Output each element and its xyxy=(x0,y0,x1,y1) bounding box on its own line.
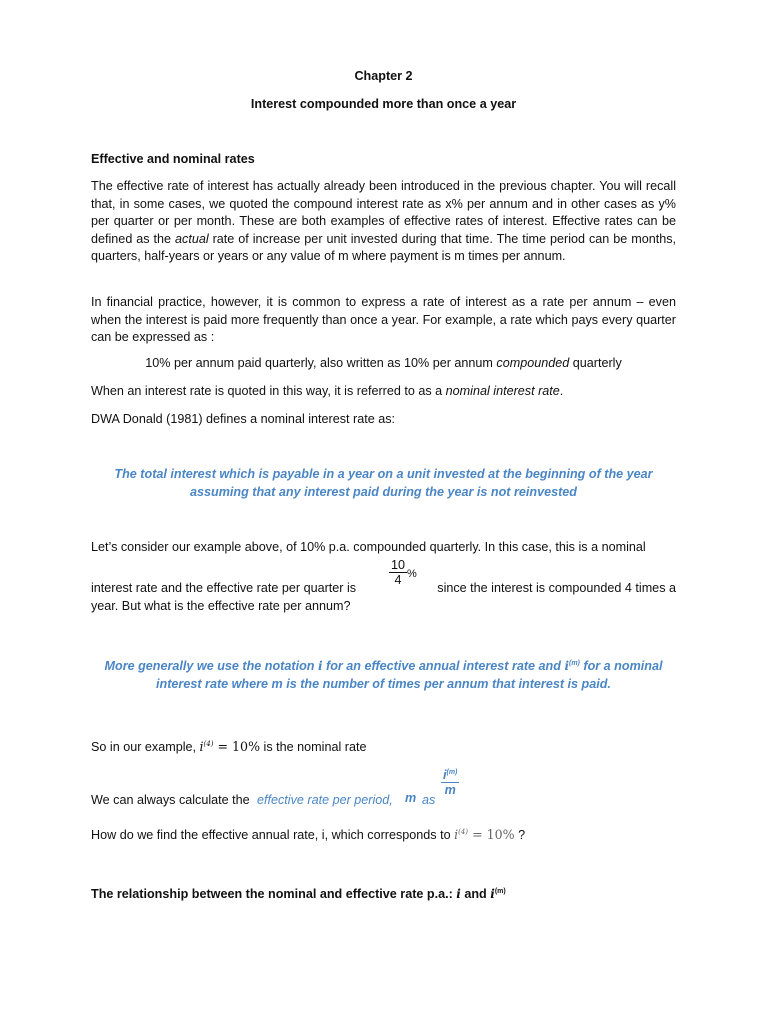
paragraph-how-find: How do we find the effective annual rate, i, which corresponds to $i^{(4)} = 10\%$ ? xyxy=(91,827,526,842)
definition-quote xyxy=(91,466,676,501)
notation-line-1: More generally we use the notation i for an effective annual interest rate and $i^{(m)}$ for a nominal xyxy=(104,659,663,673)
quote-line-2: assuming that any interest paid during the year is not reinvested xyxy=(190,484,577,499)
paragraph-example-rate: 10% per annum paid quarterly, also written as 10% per annum compounded quarterly xyxy=(145,356,622,370)
math-i4-equals-10: $i^{(4)} = 10\%$ xyxy=(199,739,261,754)
notation-note xyxy=(91,658,676,693)
paragraph-relationship: The relationship between the nominal and effective rate p.a.: i and $i^{(m)}$ xyxy=(91,887,506,901)
paragraph-calculate: We can always calculate the effective rate per period, m as $\frac{i^{(m)}}{m}$ xyxy=(91,766,676,808)
effective-rate-phrase: effective rate per period, xyxy=(257,793,393,807)
paragraph-consider-line-1: Let’s consider our example above, of 10% p.a. compounded quarterly. In this case, this is a nominal xyxy=(91,540,646,554)
paragraph-consider-line-3: year. But what is the effective rate per annum? xyxy=(91,599,351,613)
consider-text-b: since the interest is compounded 4 times a xyxy=(437,581,676,595)
fraction-10-over-4: $\frac{10}{4}$ xyxy=(391,558,406,587)
paragraph-financial-practice: In financial practice, however, it is common to express a rate of interest as a rate per annum – even when the interest is paid more frequently than once a year. For example, a rate which pays every quarter can be expressed as : xyxy=(91,295,676,344)
paragraph-nominal-definition: When an interest rate is quoted in this way, it is referred to as a nominal interest rate. xyxy=(91,384,564,398)
section-heading: Effective and nominal rates xyxy=(91,152,255,166)
fraction-percent: % xyxy=(407,568,417,580)
chapter-title: Interest compounded more than once a year xyxy=(250,97,517,111)
quote-line-1: The total interest which is payable in a year on a unit invested at the beginning of the year xyxy=(114,467,653,481)
paragraph-consider-line-2 xyxy=(91,558,676,594)
paragraph-effective-rates: The effective rate of interest has actually already been introduced in the previous chapter. You will recall that, in some cases, we quoted the compound interest rate as x% per annum and in other cases as y% per quarter or per month. These are both examples of effective rates of interest. Effective rates can be defined as the actual rate of increase per unit invested during that time. The time period can be months, quarters, half-years or years or any value of m where payment is m times per annum. xyxy=(91,179,677,263)
notation-line-2: interest rate where m is the number of times per annum that interest is paid. xyxy=(156,676,611,691)
fraction-im-over-m: $\frac{i^{(m)}}{m}$ xyxy=(443,768,458,797)
notation-i-symbol: i xyxy=(317,659,323,673)
paragraph-example: So in our example, $i^{(4)} = 10\%$ is the nominal rate xyxy=(91,739,367,754)
math-i4-equals-10-b: $i^{(4)} = 10\%$ xyxy=(454,827,515,842)
paragraph-donald: DWA Donald (1981) defines a nominal interest rate as: xyxy=(91,412,396,426)
chapter-label: Chapter 2 xyxy=(354,69,413,83)
consider-text-a: interest rate and the effective rate per quarter is xyxy=(91,581,357,595)
